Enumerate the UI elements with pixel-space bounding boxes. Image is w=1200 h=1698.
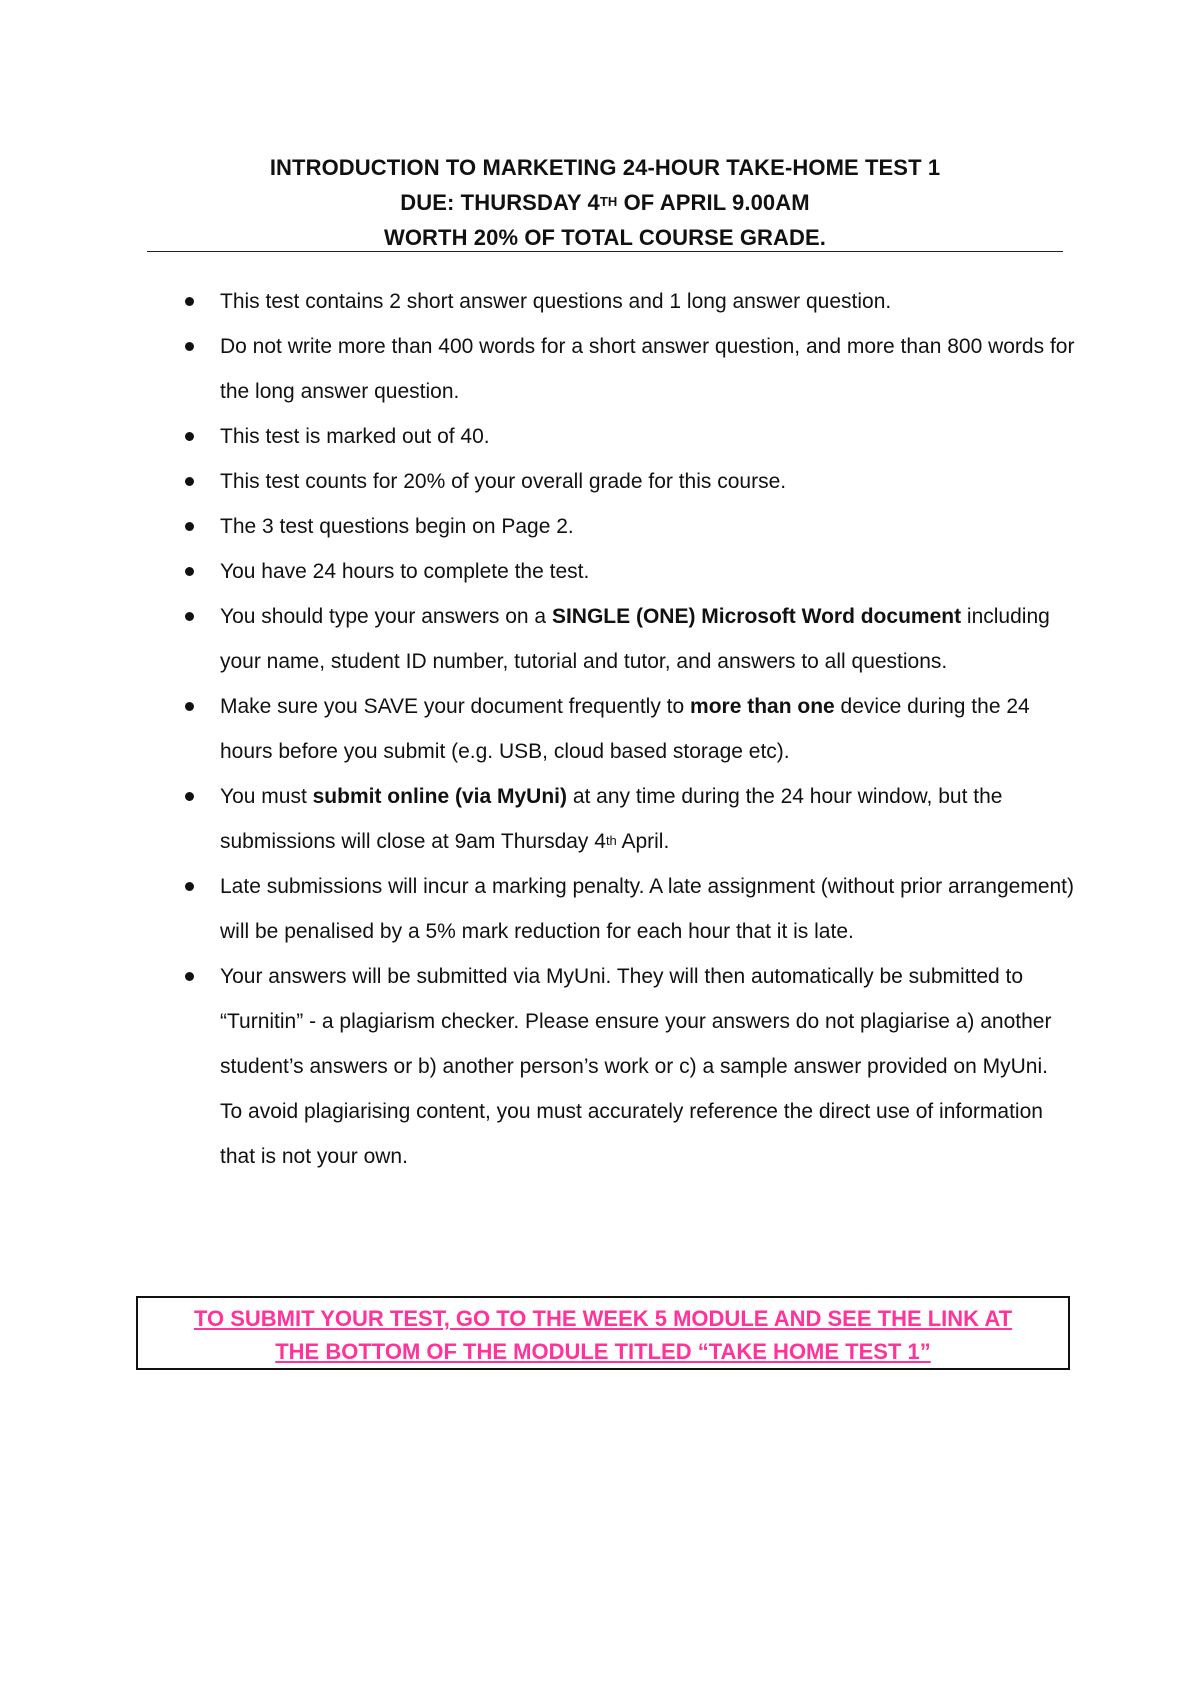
instruction-text: This test is marked out of 40. [220, 425, 490, 448]
instruction-item [185, 414, 1075, 459]
instruction-text: Do not write more than 400 words for a short answer question, and more than 800 words for the long answer question. [220, 335, 1075, 403]
instruction-text: This test contains 2 short answer questions and 1 long answer question. [220, 290, 892, 313]
bullet-icon [185, 882, 194, 891]
instruction-text: Late submissions will incur a marking penalty. A late assignment (without prior arrangement) will be penalised by a 5% mark reduction for each hour that it is late. [220, 875, 1075, 943]
due-date-prefix: DUE: THURSDAY 4 [400, 190, 600, 215]
header-divider [147, 251, 1063, 252]
ordinal-suffix: th [605, 833, 617, 848]
bullet-icon [185, 432, 194, 441]
instruction-text: Your answers will be submitted via MyUni. They will then automatically be submitted to “Turnitin” - a plagiarism checker. Please ensure your answers do not plagiarise a) another student’s answers or b) another person’s work or c) a sample answer provided on MyUni. To avoid plagiarising content, you must accurately reference the direct use of information that is not your own. [220, 965, 1052, 1168]
instruction-text: Make sure you SAVE your document frequently to [220, 695, 691, 718]
instruction-text: You should type your answers on a [220, 605, 552, 628]
instruction-text: This test counts for 20% of your overall grade for this course. [220, 470, 787, 493]
instruction-text: including your name, student ID number, tutorial and tutor, and answers to all questions. [220, 605, 1050, 673]
bullet-icon [185, 612, 194, 621]
instruction-item [185, 864, 1075, 954]
instruction-item [185, 504, 1075, 549]
bullet-icon [185, 792, 194, 801]
test-title: INTRODUCTION TO MARKETING 24-HOUR TAKE-HOME TEST 1 [269, 155, 941, 180]
bullet-icon [185, 297, 194, 306]
instruction-text: at any time during the 24 hour window, but the submissions will close at 9am Thursday 4 [220, 785, 1003, 853]
instruction-item [185, 594, 1075, 684]
instruction-text: April. [616, 830, 670, 853]
instruction-text: device during the 24 hours before you submit (e.g. USB, cloud based storage etc). [220, 695, 1030, 763]
instruction-item [185, 324, 1075, 414]
bullet-icon [185, 567, 194, 576]
bullet-icon [185, 477, 194, 486]
instruction-item [185, 954, 1075, 1179]
bullet-icon [185, 702, 194, 711]
due-date-suffix: OF APRIL 9.00AM [617, 190, 810, 215]
due-date [147, 185, 1063, 220]
instruction-item [185, 459, 1075, 504]
bullet-icon [185, 342, 194, 351]
document-header [147, 150, 1063, 255]
instruction-item [185, 279, 1075, 324]
instruction-item [185, 549, 1075, 594]
submission-notice-line1: TO SUBMIT YOUR TEST, GO TO THE WEEK 5 MODULE AND SEE THE LINK AT [193, 1306, 1013, 1331]
bullet-icon [185, 522, 194, 531]
instruction-emphasis: more than one [690, 695, 835, 718]
instructions-list [185, 279, 1075, 1179]
instruction-text: You have 24 hours to complete the test. [220, 560, 590, 583]
instruction-emphasis: submit online (via MyUni) [312, 785, 567, 808]
grade-weight: WORTH 20% OF TOTAL COURSE GRADE. [383, 225, 826, 250]
instruction-emphasis: SINGLE (ONE) Microsoft Word document [551, 605, 962, 628]
submission-notice-box [136, 1296, 1070, 1370]
submission-notice-line2: THE BOTTOM OF THE MODULE TITLED “TAKE HOME TEST 1” [275, 1339, 931, 1364]
instruction-text: The 3 test questions begin on Page 2. [220, 515, 574, 538]
instruction-text: You must [220, 785, 313, 808]
bullet-icon [185, 972, 194, 981]
instruction-item [185, 774, 1075, 864]
due-date-ordinal: TH [599, 194, 618, 209]
instruction-item [185, 684, 1075, 774]
